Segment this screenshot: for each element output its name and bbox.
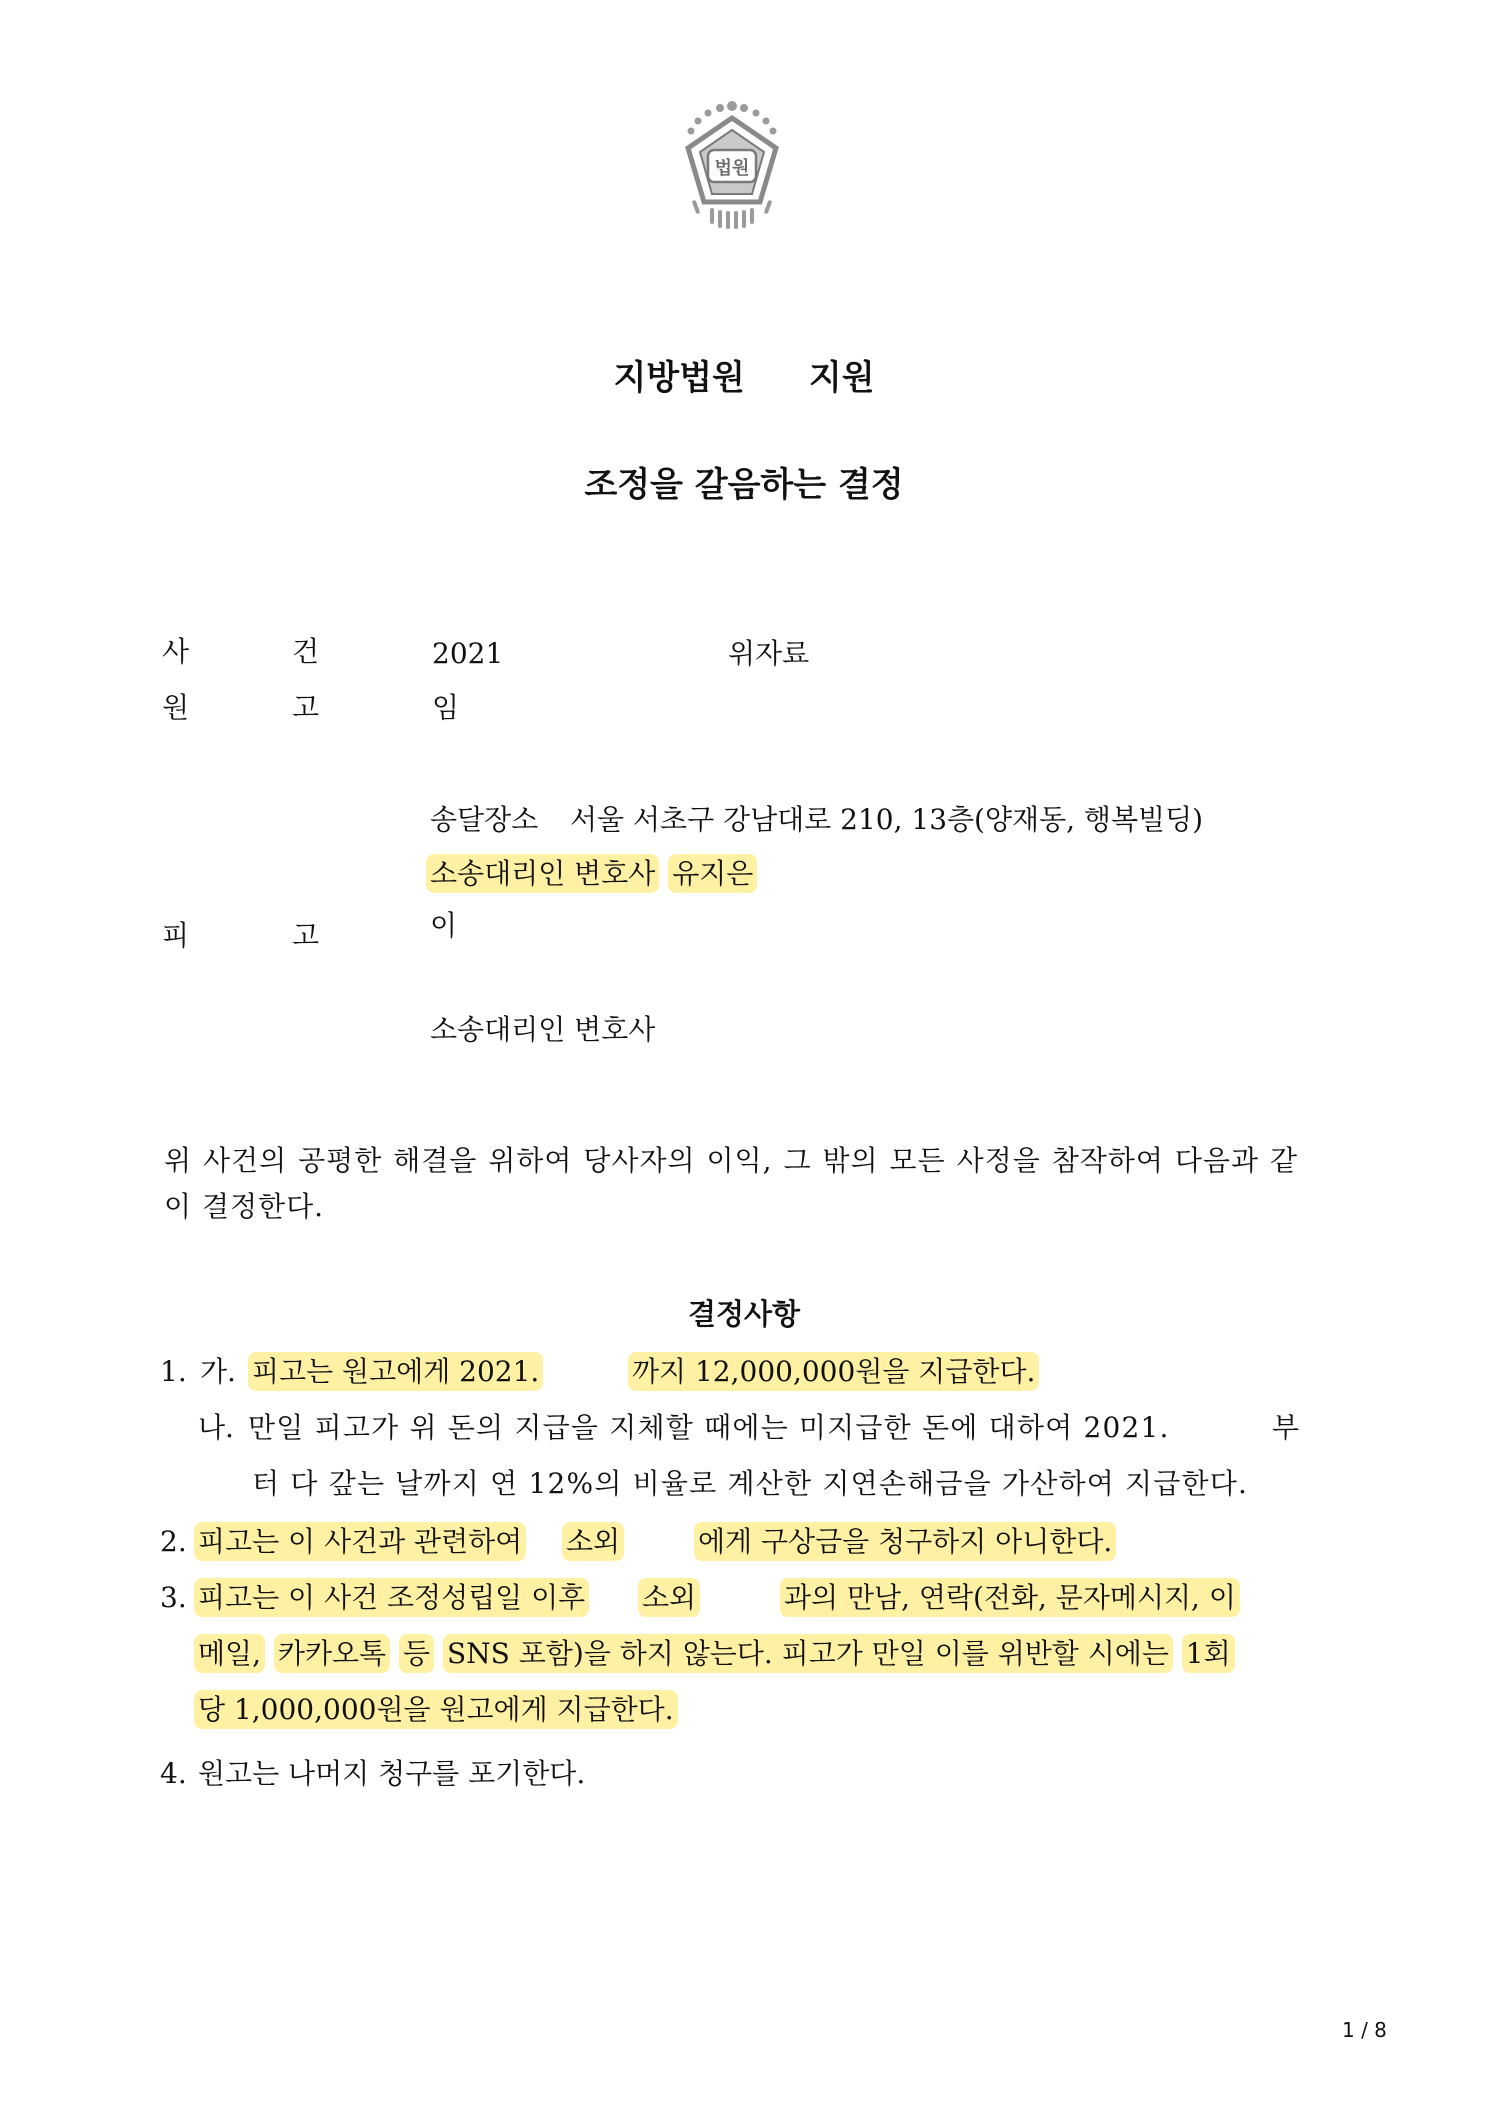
item-2-part1: 피고는 이 사건과 관련하여: [194, 1528, 526, 1556]
item-1-sub-b-line2: 터 다 갚는 날까지 연 12%의 비율로 계산한 지연손해금을 가산하여 지급한다.: [252, 1467, 1249, 1500]
item-2-part2: 소외: [562, 1528, 624, 1556]
plaintiff-label-char-2: 고: [292, 691, 320, 724]
plaintiff-name: 임: [432, 691, 460, 724]
item-3-part3: 과의 만남, 연락(전화, 문자메시지, 이: [780, 1584, 1240, 1612]
defendant-label-char-2: 고: [292, 919, 320, 952]
plaintiff-agent-title: 소송대리인 변호사: [426, 854, 659, 893]
court-name-left: 지방법원: [613, 358, 745, 398]
item-1-sub-a-label: 가.: [200, 1355, 236, 1388]
preamble: 위 사건의 공평한 해결을 위하여 당사자의 이익, 그 밖의 모든 사정을 참작하여 다음과 같이 결정한다.: [164, 1144, 1298, 1223]
item-1-sub-b-label: 나.: [198, 1411, 234, 1444]
item-1-sub-b-line1-end: 부: [1272, 1411, 1300, 1444]
court-name-right: 지원: [808, 358, 875, 398]
item-1-sub-a-part2: 까지 12,000,000원을 지급한다.: [628, 1358, 1039, 1386]
plaintiff-service-address-label: 송달장소: [430, 803, 539, 836]
item-1-sub-b-line1: 만일 피고가 위 돈의 지급을 지체할 때에는 미지급한 돈에 대하여 2021.: [248, 1411, 1170, 1444]
item-1-sub-a-part1: 피고는 원고에게 2021.: [248, 1358, 543, 1386]
decision-heading: 결정사항: [687, 1297, 801, 1331]
court-name: [0, 350, 1488, 399]
item-3-number: 3.: [160, 1581, 187, 1614]
case-label-char-2: 건: [292, 635, 320, 668]
item-2-part3: 에게 구상금을 청구하지 아니한다.: [694, 1528, 1116, 1556]
case-number: 2021: [432, 637, 504, 670]
case-name: 위자료: [728, 637, 810, 670]
plaintiff-service-address: 서울 서초구 강남대로 210, 13층(양재동, 행복빌딩): [570, 803, 1204, 836]
plaintiff-agent: [426, 857, 757, 890]
document-title: 조정을 갈음하는 결정: [584, 465, 904, 505]
plaintiff-label-char-1: 원: [162, 691, 190, 724]
item-2-number: 2.: [160, 1525, 187, 1558]
item-3-line3: 당 1,000,000원을 원고에게 지급한다.: [194, 1696, 678, 1724]
case-label-char-1: 사: [162, 635, 190, 668]
plaintiff-agent-name: 유지은: [668, 854, 757, 893]
item-3-line2: 메일, 카카오톡 등 SNS 포함)을 하지 않는다. 피고가 만일 이를 위반할 시에는 1회: [194, 1640, 1235, 1668]
defendant-label-char-1: 피: [162, 919, 190, 952]
page-number: 1 / 8: [1342, 2018, 1387, 2042]
item-4-number: 4.: [160, 1757, 187, 1790]
item-3-part1: 피고는 이 사건 조정성립일 이후: [194, 1584, 589, 1612]
defendant-agent-title: 소송대리인 변호사: [430, 1013, 656, 1046]
defendant-name: 이: [430, 909, 458, 942]
item-3-part2: 소외: [638, 1584, 700, 1612]
item-4-text: 원고는 나머지 청구를 포기한다.: [198, 1757, 586, 1790]
item-1-number: 1.: [160, 1355, 187, 1388]
svg-text:법원: 법원: [714, 158, 750, 179]
court-seal-emblem: [664, 96, 800, 232]
